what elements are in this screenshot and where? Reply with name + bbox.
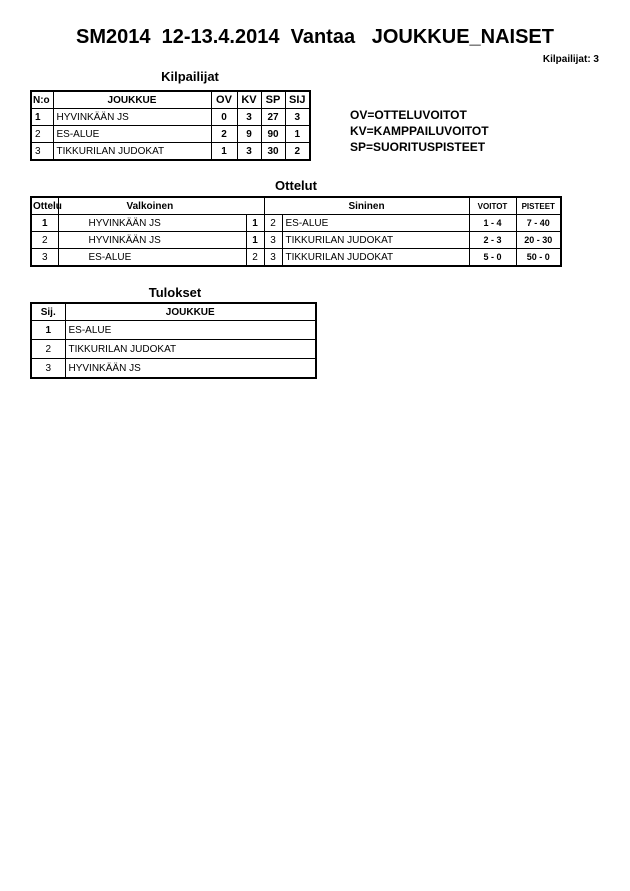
team-name: ES-ALUE — [65, 321, 316, 340]
white-team-number: 2 — [246, 249, 264, 267]
col-header: Sij. — [31, 303, 65, 321]
ottelut-table — [30, 196, 562, 267]
kilpailijat-table — [30, 90, 311, 161]
team-name: TIKKURILAN JUDOKAT — [53, 143, 211, 161]
match-wins: 5 - 0 — [469, 249, 516, 267]
ov-value: 2 — [211, 126, 237, 143]
abbreviation-legend — [350, 107, 489, 155]
tulokset-title: Tulokset — [148, 285, 202, 300]
table-row — [31, 359, 316, 379]
col-header: SP — [261, 91, 285, 109]
kilpailijat-title: Kilpailijat — [161, 69, 219, 84]
page-title: SM2014 12-13.4.2014 Vantaa JOUKKUE_NAISET — [75, 26, 554, 48]
sp-value: 90 — [261, 126, 285, 143]
col-header: SIJ — [285, 91, 310, 109]
table-row — [31, 126, 310, 143]
col-header: JOUKKUE — [53, 91, 211, 109]
table-row — [31, 215, 561, 232]
legend-item: OV=OTTELUVOITOT — [350, 108, 467, 122]
team-name: ES-ALUE — [53, 126, 211, 143]
rank: 3 — [31, 359, 65, 379]
match-number: 2 — [31, 232, 58, 249]
blue-team: TIKKURILAN JUDOKAT — [282, 249, 469, 267]
white-team: ES-ALUE — [58, 249, 246, 267]
legend-item: KV=KAMPPAILUVOITOT — [350, 124, 489, 138]
col-header: Valkoinen — [58, 197, 264, 215]
row-number: 2 — [31, 126, 53, 143]
kv-value: 9 — [237, 126, 261, 143]
match-number: 1 — [31, 215, 58, 232]
col-header: JOUKKUE — [65, 303, 316, 321]
blue-team-number: 3 — [264, 249, 282, 267]
table-row — [31, 321, 316, 340]
sij-value: 3 — [285, 109, 310, 126]
rank: 1 — [31, 321, 65, 340]
tulokset-table — [30, 302, 317, 379]
match-points: 20 - 30 — [516, 232, 561, 249]
row-number: 1 — [31, 109, 53, 126]
white-team-number: 1 — [246, 215, 264, 232]
white-team: HYVINKÄÄN JS — [58, 232, 246, 249]
col-header: PISTEET — [516, 197, 561, 215]
blue-team: TIKKURILAN JUDOKAT — [282, 232, 469, 249]
col-header: N:o — [31, 91, 53, 109]
table-row — [31, 109, 310, 126]
blue-team: ES-ALUE — [282, 215, 469, 232]
competitor-count: Kilpailijat: 3 — [542, 54, 599, 65]
team-name: TIKKURILAN JUDOKAT — [65, 340, 316, 359]
ov-value: 1 — [211, 143, 237, 161]
col-header: KV — [237, 91, 261, 109]
sij-value: 1 — [285, 126, 310, 143]
ottelut-title: Ottelut — [275, 178, 317, 193]
table-row — [31, 340, 316, 359]
blue-team-number: 3 — [264, 232, 282, 249]
table-row — [31, 249, 561, 267]
match-points: 7 - 40 — [516, 215, 561, 232]
col-header: VOITOT — [469, 197, 516, 215]
team-name: HYVINKÄÄN JS — [53, 109, 211, 126]
table-header-row — [31, 303, 316, 321]
white-team-number: 1 — [246, 232, 264, 249]
table-header-row — [31, 91, 310, 109]
row-number: 3 — [31, 143, 53, 161]
white-team: HYVINKÄÄN JS — [58, 215, 246, 232]
table-row — [31, 143, 310, 161]
blue-team-number: 2 — [264, 215, 282, 232]
legend-item: SP=SUORITUSPISTEET — [350, 140, 486, 154]
match-wins: 2 - 3 — [469, 232, 516, 249]
match-wins: 1 - 4 — [469, 215, 516, 232]
ov-value: 0 — [211, 109, 237, 126]
kv-value: 3 — [237, 109, 261, 126]
sij-value: 2 — [285, 143, 310, 161]
rank: 2 — [31, 340, 65, 359]
col-header: Ottelu — [31, 197, 58, 215]
table-header-row — [31, 197, 561, 215]
col-header: Sininen — [264, 197, 469, 215]
match-number: 3 — [31, 249, 58, 267]
col-header: OV — [211, 91, 237, 109]
table-row — [31, 232, 561, 249]
sp-value: 30 — [261, 143, 285, 161]
team-name: HYVINKÄÄN JS — [65, 359, 316, 379]
match-points: 50 - 0 — [516, 249, 561, 267]
kv-value: 3 — [237, 143, 261, 161]
sp-value: 27 — [261, 109, 285, 126]
